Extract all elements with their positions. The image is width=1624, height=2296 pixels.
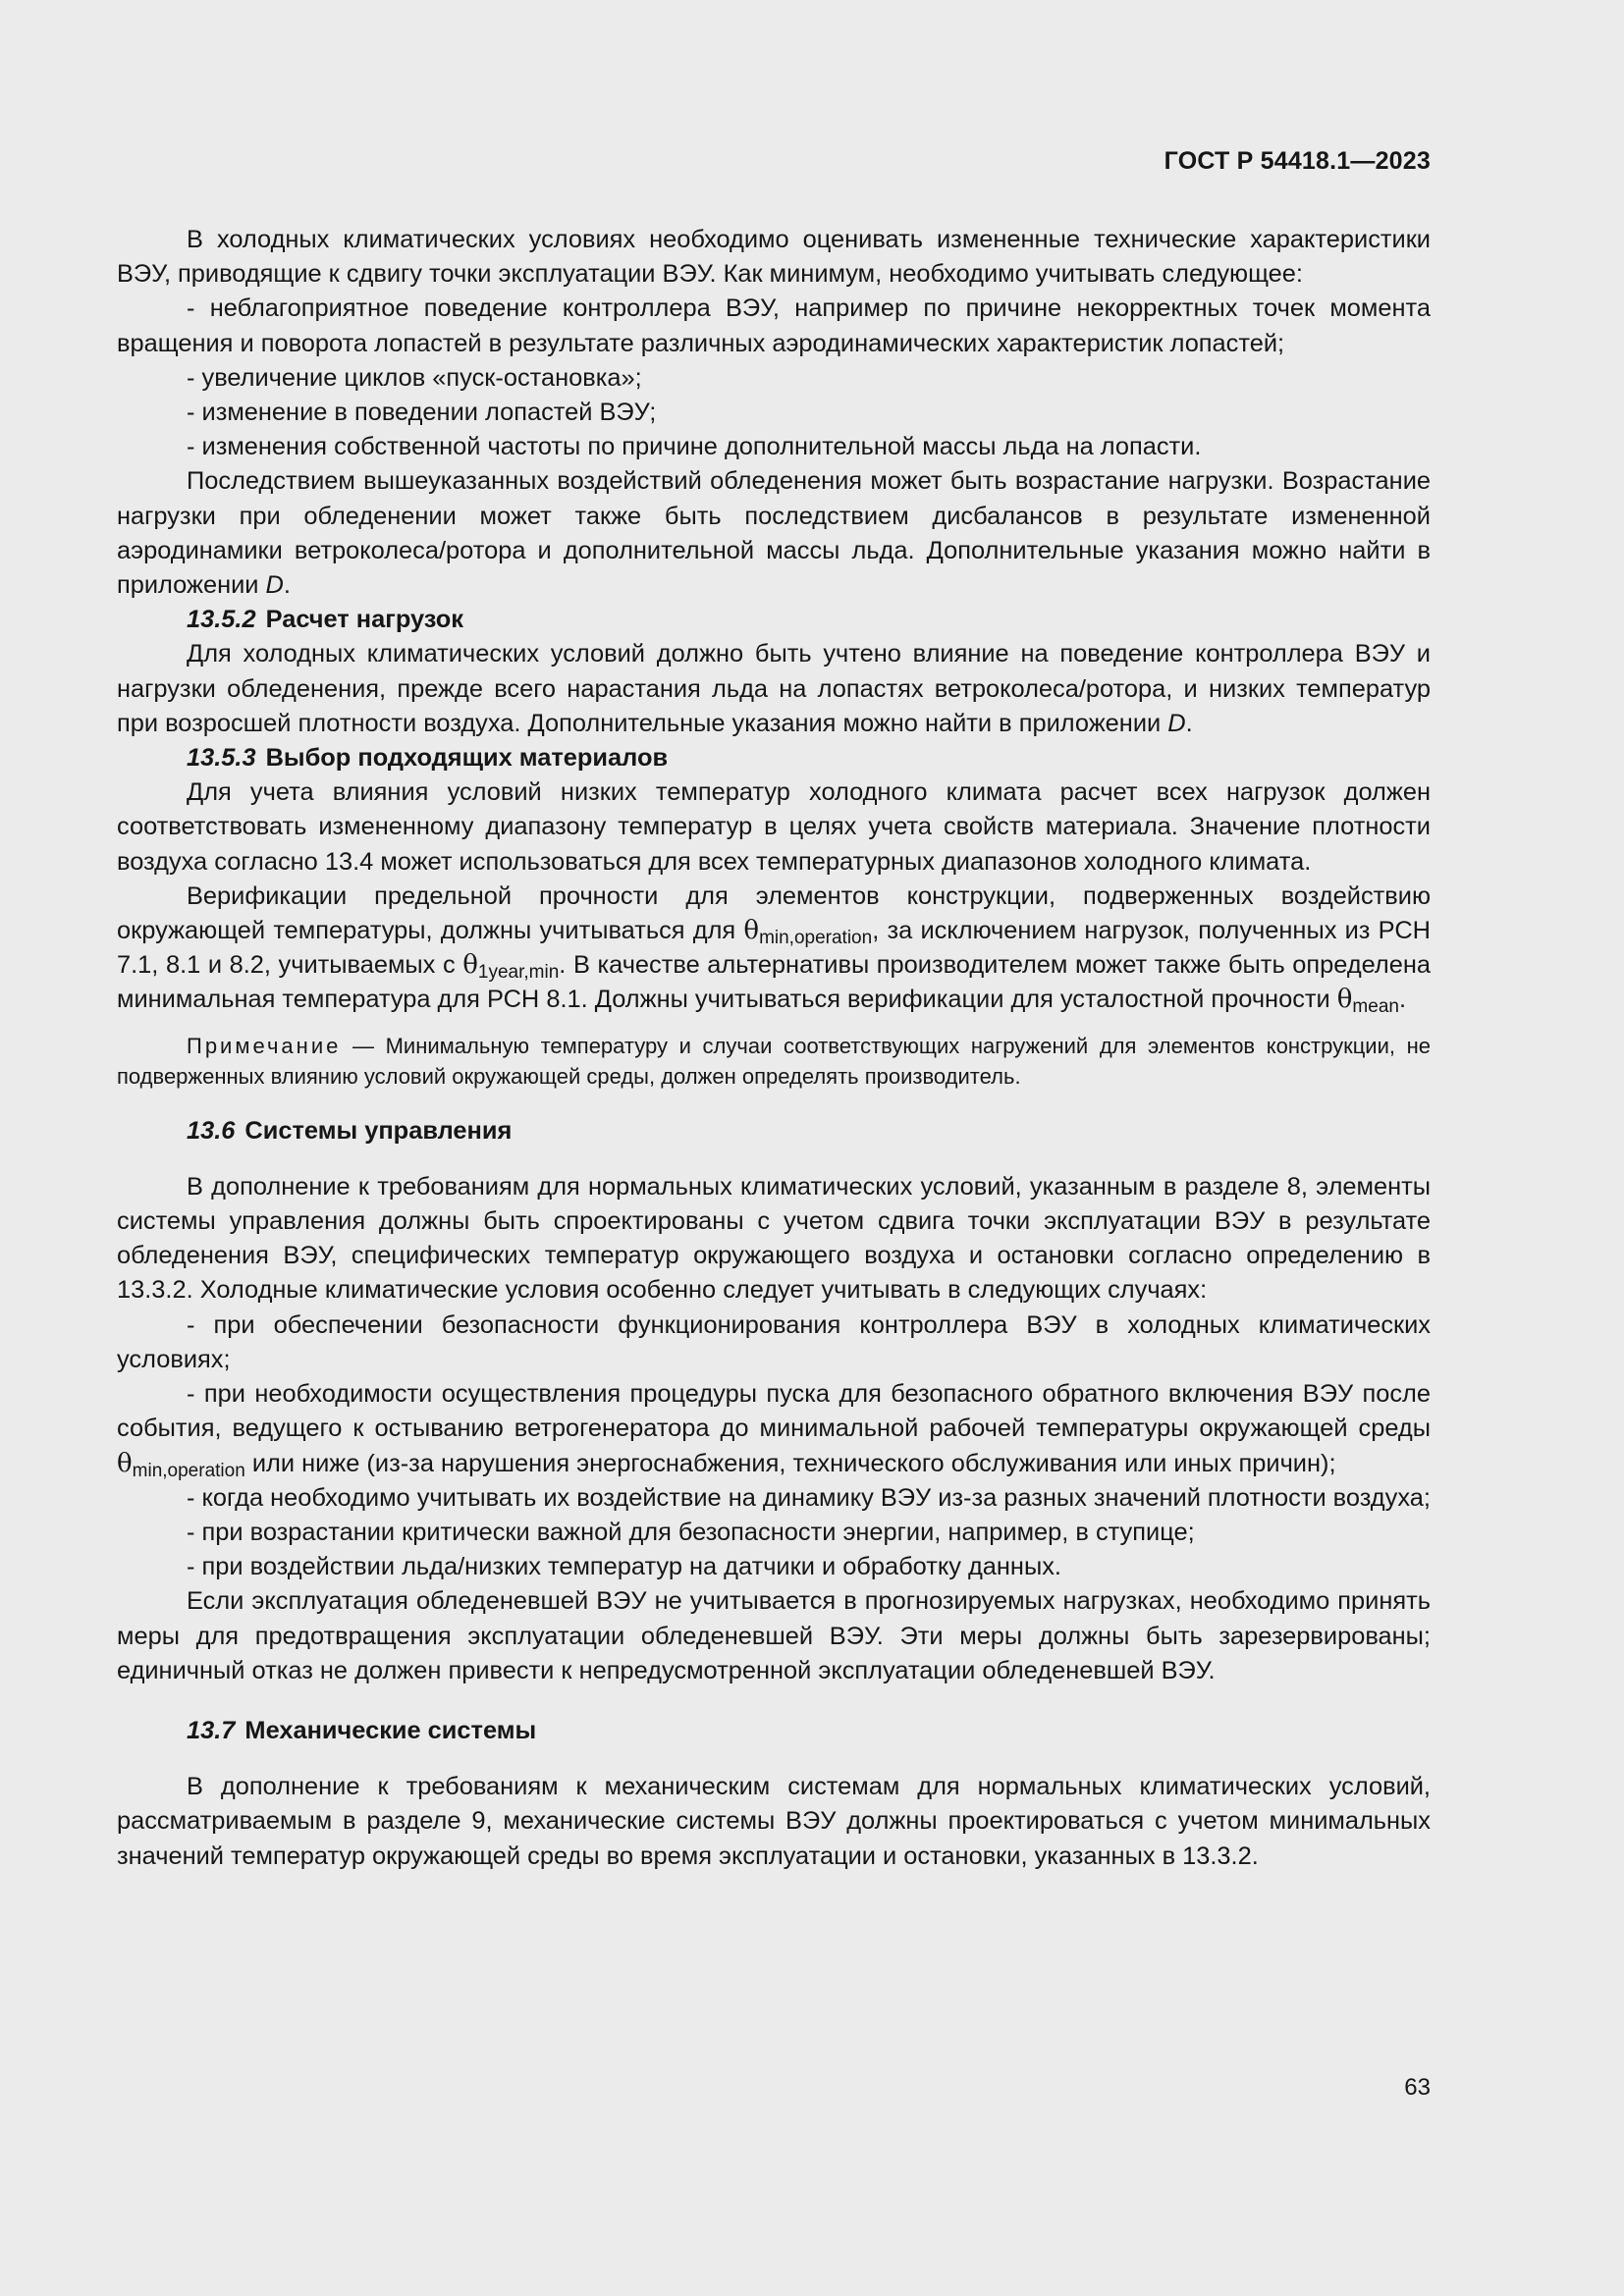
paragraph-materials: Для учета влияния условий низких температур холодного климата расчет всех нагрузок должен соответствовать измененному диапазону температур в целях учета свойств материала. Значение плотности воздуха согласно 13.4 может использоваться для всех температурных диапазонов холодного климата. <box>117 778 1431 876</box>
list-item: - изменение в поведении лопастей ВЭУ; <box>187 399 657 427</box>
paragraph-intro: В холодных климатических условиях необходимо оценивать измененные технические характеристики ВЭУ, приводящие к сдвигу точки эксплуатации ВЭУ. Как минимум, необходимо учитывать следующее: <box>117 226 1431 289</box>
paragraph-verification: Верификации предельной прочности для элементов конструкции, подверженных воздействию окружающей температуры, должны учитываться для $\theta_{min,operation}$, за исключением нагрузок, полученных из РСН 7.1, 8.1 и 8.2, учитываемых с $\theta_{1year,min}$. В качестве альтернативы производителем может также быть определена минимальная температура для РСН 8.1. Должны учитываться верификации для усталостной прочности $\theta_{mean}$. <box>117 881 1432 1018</box>
list-item: - неблагоприятное поведение контроллера ВЭУ, например по причине некорректных точек момента вращения и поворота лопастей в результате различных аэродинамических характеристик лопастей; <box>117 294 1431 357</box>
section-heading-13-5-3: 13.5.3 Выбор подходящих материалов <box>187 744 669 773</box>
list-item: - когда необходимо учитывать их воздействие на динамику ВЭУ из-за разных значений плотности воздуха; <box>187 1483 1431 1512</box>
paragraph-load-calc: Для холодных климатических условий должно быть учтено влияние на поведение контроллера ВЭУ и нагрузки обледенения, прежде всего нарастания льда на лопастях ветроколеса/ротора, и низких температур при возросшей плотности воздуха. Дополнительные указания можно найти в приложении D. <box>117 640 1431 737</box>
list-item: - при возрастании критически важной для безопасности энергии, например, в ступице; <box>187 1518 1195 1546</box>
note-label: Примечание <box>187 1033 342 1058</box>
paragraph-control-systems: В дополнение к требованиям для нормальных климатических условий, указанным в разделе 8, элементы системы управления должны быть спроектированы с учетом сдвига точки эксплуатации ВЭУ в результате обледенения ВЭУ, специфических температур окружающего воздуха и остановки согласно определению в 13.3.2. Холодные климатические условия особенно следует учитывать в следующих случаях: <box>117 1172 1431 1305</box>
section-heading-13-7: 13.7 Механические системы <box>187 1716 537 1744</box>
list-item: - при обеспечении безопасности функционирования контроллера ВЭУ в холодных климатических условиях; <box>117 1310 1431 1373</box>
note: Примечание — Минимальную температуру и случаи соответствующих нагружений для элементов конструкции, не подверженных влиянию условий окружающей среды, должен определять производитель. <box>117 1033 1431 1090</box>
section-heading-13-5-2: 13.5.2 Расчет нагрузок <box>187 606 463 634</box>
page-number: 63 <box>1404 2074 1431 2101</box>
list-item: - увеличение циклов «пуск-остановка»; <box>187 363 642 392</box>
list-item: - изменения собственной частоты по причине дополнительной массы льда на лопасти. <box>187 433 1202 461</box>
list-item: - при необходимости осуществления процедуры пуска для безопасного обратного включения ВЭУ после события, ведущего к остыванию ветрогенератора до минимальной рабочей температуры окружающей среды $\theta_{min,operation}$ или ниже (из-за нарушения энергоснабжения, технического обслуживания или иных причин); <box>117 1380 1431 1481</box>
paragraph-consequences: Последствием вышеуказанных воздействий обледенения может быть возрастание нагрузки. Возрастание нагрузки при обледенении может также быть последствием дисбалансов в результате измененной аэродинамики ветроколеса/ротора и дополнительной массы льда. Дополнительные указания можно найти в приложении D. <box>117 467 1431 600</box>
document-body <box>117 223 1431 1874</box>
paragraph-iced-operation: Если эксплуатация обледеневшей ВЭУ не учитывается в прогнозируемых нагрузках, необходимо принять меры для предотвращения эксплуатации обледеневшей ВЭУ. Эти меры должны быть зарезервированы; единичный отказ не должен привести к непредусмотренной эксплуатации обледеневшей ВЭУ. <box>117 1587 1431 1684</box>
document-header: ГОСТ Р 54418.1—2023 <box>1164 147 1431 175</box>
list-item: - при воздействии льда/низких температур на датчики и обработку данных. <box>187 1553 1061 1581</box>
paragraph-mechanical: В дополнение к требованиям к механическим системам для нормальных климатических условий, рассматриваемым в разделе 9, механические системы ВЭУ должны проектироваться с учетом минимальных значений температур окружающей среды во время эксплуатации и остановки, указанных в 13.3.2. <box>117 1773 1431 1870</box>
section-heading-13-6: 13.6 Системы управления <box>187 1116 513 1145</box>
